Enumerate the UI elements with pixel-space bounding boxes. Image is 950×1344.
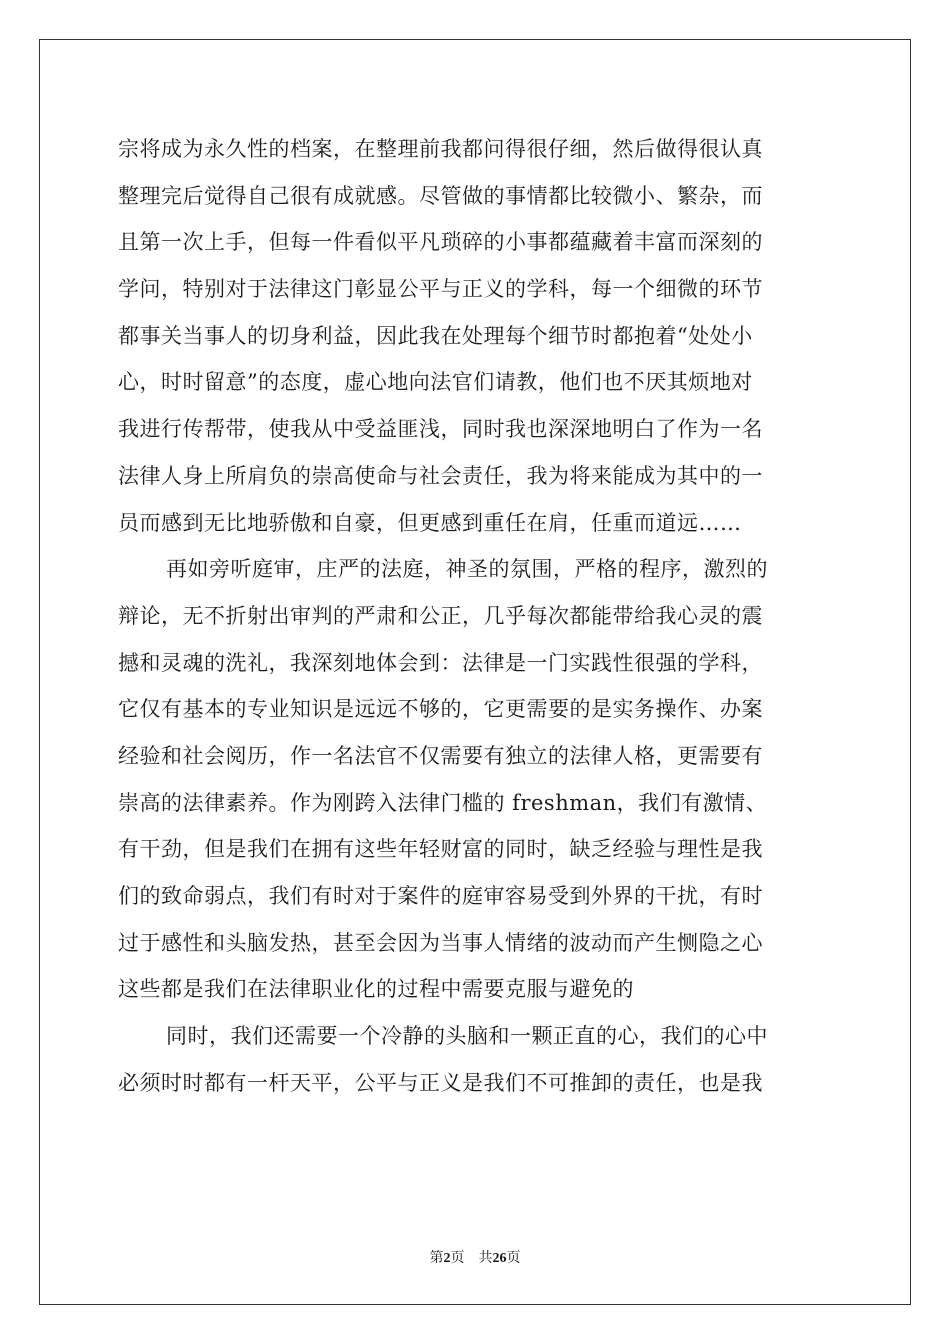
text-line: 宗将成为永久性的档案，在整理前我都问得很仔细，然后做得很认真	[118, 137, 763, 161]
text-line: 法律人身上所肩负的崇高使命与社会责任，我为将来能成为其中的一	[118, 463, 763, 488]
text-line: 学问，特别对于法律这门彰显公平与正义的学科，每一个细微的环节	[118, 277, 763, 302]
text-line: 过于感性和头脑发热，甚至会因为当事人情绪的波动而产生恻隐之心	[118, 930, 763, 955]
page-suffix: 页	[450, 1250, 465, 1266]
text-line: 整理完后觉得自己很有成就感。尽管做的事情都比较微小、繁杂，而	[118, 183, 763, 208]
document-body	[118, 126, 838, 1106]
text-line: 我进行传帮带，使我从中受益匪浅，同时我也深深地明白了作为一名	[118, 417, 763, 442]
total-suffix: 页	[506, 1250, 521, 1266]
text-line: 它仅有基本的专业知识是远远不够的，它更需要的是实务操作、办案	[118, 697, 763, 722]
page-footer	[0, 1247, 950, 1267]
text-line: 辩论，无不折射出审判的严肃和公正，几乎每次都能带给我心灵的震	[118, 603, 763, 628]
text-line: 这些都是我们在法律职业化的过程中需要克服与避免的	[118, 977, 634, 1002]
total-prefix: 共	[478, 1250, 493, 1266]
text-line: 同时，我们还需要一个冷静的头脑和一颗正直的心，我们的心中	[166, 1024, 768, 1049]
text-line: 员而感到无比地骄傲和自豪，但更感到重任在肩，任重而道远……	[118, 510, 742, 535]
total-pages: 26	[492, 1251, 507, 1266]
page-number: 2	[443, 1251, 451, 1266]
text-line: 经验和社会阅历，作一名法官不仅需要有独立的法律人格，更需要有	[118, 743, 763, 768]
text-line: 心，时时留意”的态度，虚心地向法官们请教，他们也不厌其烦地对	[118, 370, 753, 395]
text-line: 撼和灵魂的洗礼，我深刻地体会到：法律是一门实践性很强的学科，	[118, 650, 763, 675]
text-line: 们的致命弱点，我们有时对于案件的庭审容易受到外界的干扰，有时	[118, 884, 763, 908]
text-line: 有干劲，但是我们在拥有这些年轻财富的同时，缺乏经验与理性是我	[118, 837, 763, 862]
text-line: 且第一次上手，但每一件看似平凡琐碎的小事都蕴藏着丰富而深刻的	[118, 230, 763, 255]
page-prefix: 第	[429, 1250, 444, 1266]
text-line: 都事关当事人的切身利益，因此我在处理每个细节时都抱着“处处小	[118, 323, 753, 348]
text-line: 崇高的法律素养。作为刚跨入法律门槛的 freshman，我们有激情、	[118, 790, 768, 815]
text-line: 再如旁听庭审，庄严的法庭，神圣的氛围，严格的程序，激烈的	[166, 557, 768, 582]
text-line: 必须时时都有一杆天平，公平与正义是我们不可推卸的责任，也是我	[118, 1070, 763, 1095]
